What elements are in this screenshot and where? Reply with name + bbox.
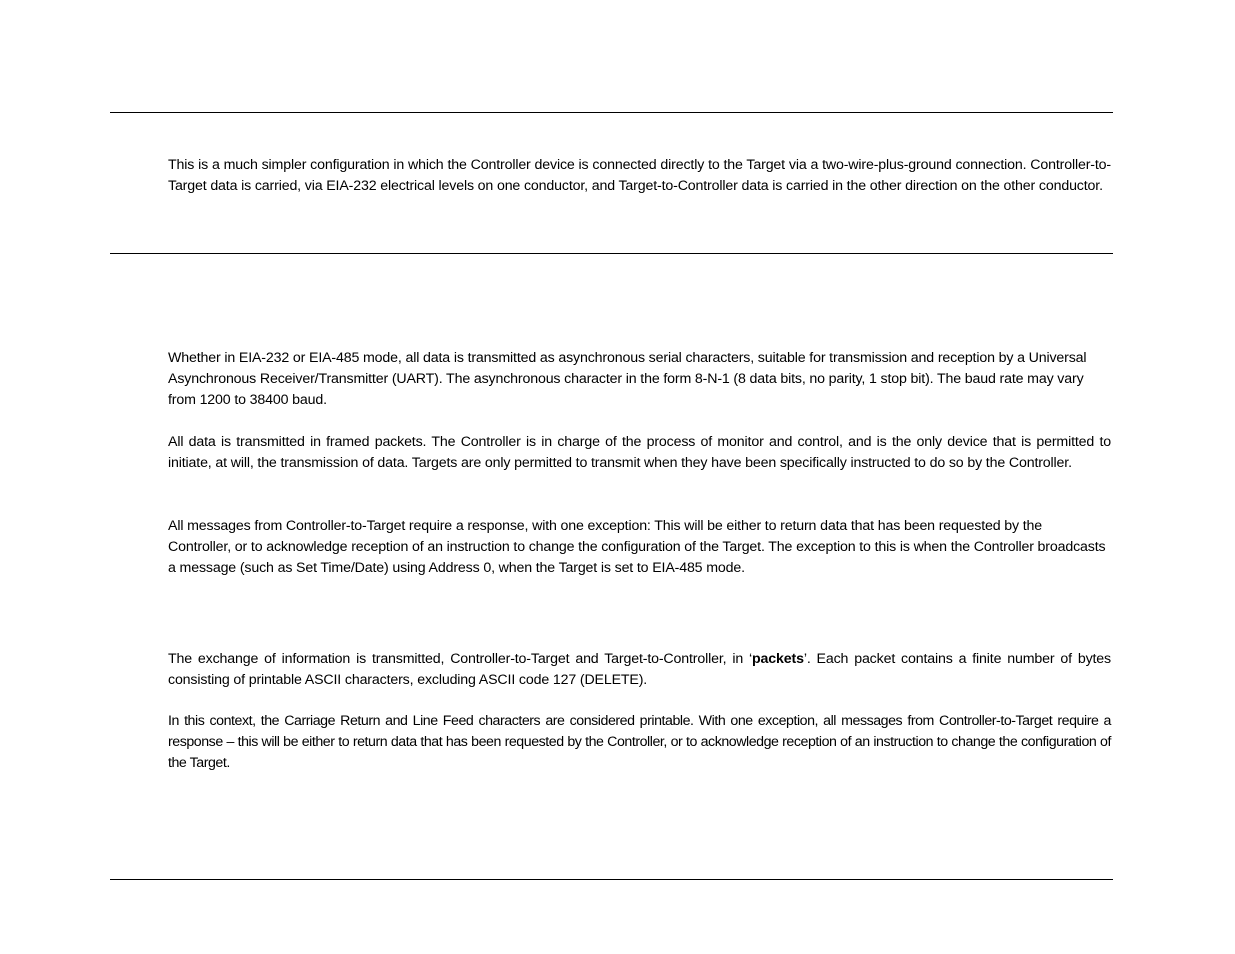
paragraph-packets xyxy=(168,649,1111,691)
packets-text-after: ’. Each packet contains a finite number of bytes consisting of printable ASCII characters, excluding ASCII code 127 (DELETE). xyxy=(168,651,1111,688)
paragraph-direct-connection: This is a much simpler configuration in which the Controller device is connected directly to the Target via a two-wire-plus-ground connection. Controller-to-Target data is carried, via EIA-232 electrical levels on one conductor, and Target-to-Controller data is carried in the other direction on the other conductor. xyxy=(168,157,1111,194)
bottom-divider xyxy=(110,879,1113,880)
packets-bold-term: packets xyxy=(752,651,804,667)
top-divider xyxy=(110,112,1113,113)
paragraph-serial-characters: Whether in EIA-232 or EIA-485 mode, all data is transmitted as asynchronous serial characters, suitable for transmission and reception by a Universal Asynchronous Receiver/Transmitter (UART). The asynchronous character in the form 8-N-1 (8 data bits, no parity, 1 stop bit). The baud rate may vary from 1200 to 38400 baud. xyxy=(168,350,1087,408)
paragraph-printable-characters: In this context, the Carriage Return and Line Feed characters are considered printable. With one exception, all messages from Controller-to-Target require a response – this will be either to return data that has been requested by the Controller, or to acknowledge reception of an instruction to change the configuration of the Target. xyxy=(168,713,1111,771)
paragraph-response-exception: All messages from Controller-to-Target require a response, with one exception: This will be either to return data that has been requested by the Controller, or to acknowledge reception of an instruction to change the configuration of the Target. The exception to this is when the Controller broadcasts a message (such as Set Time/Date) using Address 0, when the Target is set to EIA-485 mode. xyxy=(168,518,1106,576)
paragraph-framed-packets: All data is transmitted in framed packets. The Controller is in charge of the process of monitor and control, and is the only device that is permitted to initiate, at will, the transmission of data. Targets are only permitted to transmit when they have been specifically instructed to do so by the Controller. xyxy=(168,434,1111,471)
packets-text-before: The exchange of information is transmitted, Controller-to-Target and Target-to-Controller, in ‘ xyxy=(168,651,753,667)
section-divider xyxy=(110,253,1113,254)
